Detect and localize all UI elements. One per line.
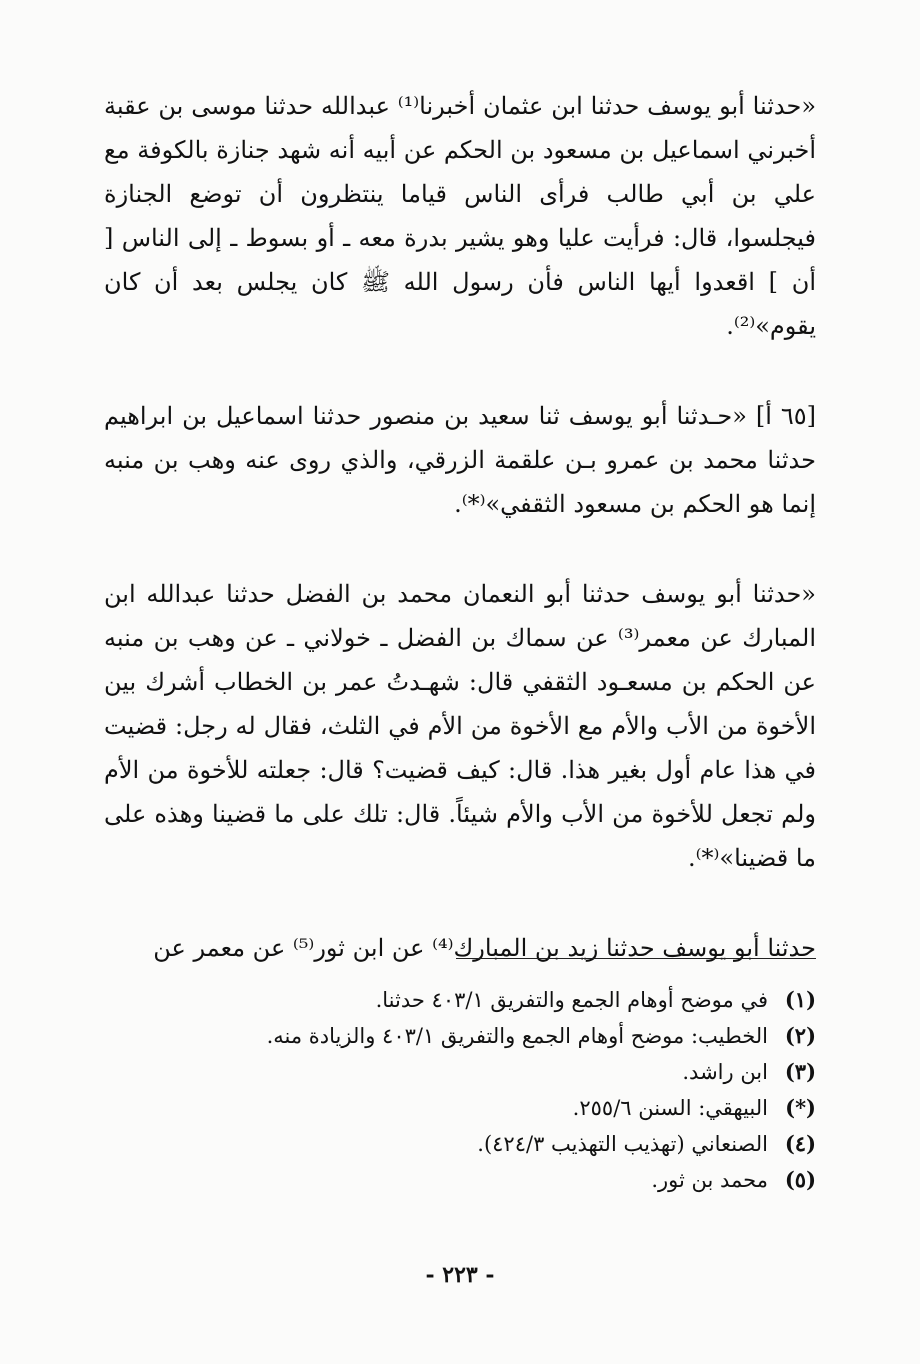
footnote-text: البيهقي: السنن ٢٥٥/٦. (572, 1096, 768, 1120)
footnote-text: الصنعاني (تهذيب التهذيب ٤٢٤/٣). (477, 1132, 768, 1156)
footnote-number: (*) (785, 1095, 816, 1120)
footnote-text: في موضح أوهام الجمع والتفريق ٤٠٣/١ حدثنا. (375, 988, 768, 1012)
footnote-text: الخطيب: موضح أوهام الجمع والتفريق ٤٠٣/١ والزيادة منه. (266, 1024, 768, 1048)
footnote-item (104, 1126, 816, 1162)
footnote-text: ابن راشد. (682, 1060, 768, 1084)
footnote-number: (٤) (784, 1131, 816, 1156)
main-text (104, 84, 816, 970)
footnote-number: (١) (784, 987, 816, 1012)
footnote-separator (456, 958, 816, 959)
footnotes-list (104, 982, 816, 1198)
page-number: - ٢٢٣ - (425, 1262, 495, 1288)
paragraph-2: [٦٥ أ] «حـدثنا أبو يوسف ثنا سعيد بن منصور حدثنا اسماعيل بن ابراهيم حدثنا محمد بن عمرو بـن علقمة الزرقي، والذي روى عنه وهب بن منبه إنما هو الحكم بن مسعود الثقفي»⁽*⁾. (104, 402, 816, 518)
footnote-number: (٢) (784, 1023, 816, 1048)
paragraph-4: حدثنا أبو يوسف حدثنا زيد بن المبارك⁽⁴⁾ عن ابن ثور⁽⁵⁾ عن معمر عن (153, 934, 816, 962)
footnote-number: (٣) (784, 1059, 816, 1084)
footnote-item (104, 1054, 816, 1090)
footnote-item (104, 982, 816, 1018)
paragraph-1: «حدثنا أبو يوسف حدثنا ابن عثمان أخبرنا⁽¹⁾ عبدالله حدثنا موسى بن عقبة أخبرني اسماعيل بن مسعود بن الحكم عن أبيه أنه شهد جنازة بالكوفة مع علي بن أبي طالب فرأى الناس قياما ينتظرون أن توضع الجنازة فيجلسوا، قال: فرأيت عليا وهو يشير بدرة معه ـ أو بسوط ـ إلى الناس [ أن ] اقعدوا أيها الناس فأن رسول الله ﷺ كان يجلس بعد أن كان يقوم»⁽²⁾. (104, 92, 817, 340)
footnote-item (104, 1018, 816, 1054)
footnote-text: محمد بن ثور. (651, 1168, 768, 1192)
paragraph-3: «حدثنا أبو يوسف حدثنا أبو النعمان محمد بن الفضل حدثنا عبدالله ابن المبارك عن معمر⁽³⁾ عن سماك بن الفضل ـ خولاني ـ عن وهب بن منبه عن الحكم بن مسعـود الثقفي قال: شهـدتُ عمر بن الخطاب أشرك بين الأخوة من الأب والأم مع الأخوة من الأم في الثلث، فقال له رجل: قضيت في هذا عام أول بغير هذا. قال: كيف قضيت؟ قال: جعلته للأخوة من الأم ولم تجعل للأخوة من الأب والأم شيئاً. قال: تلك على ما قضينا وهذه على ما قضينا»⁽*⁾. (104, 580, 817, 872)
footnote-number: (٥) (784, 1167, 816, 1192)
footnote-item (104, 1090, 816, 1126)
footnote-item (104, 1162, 816, 1198)
